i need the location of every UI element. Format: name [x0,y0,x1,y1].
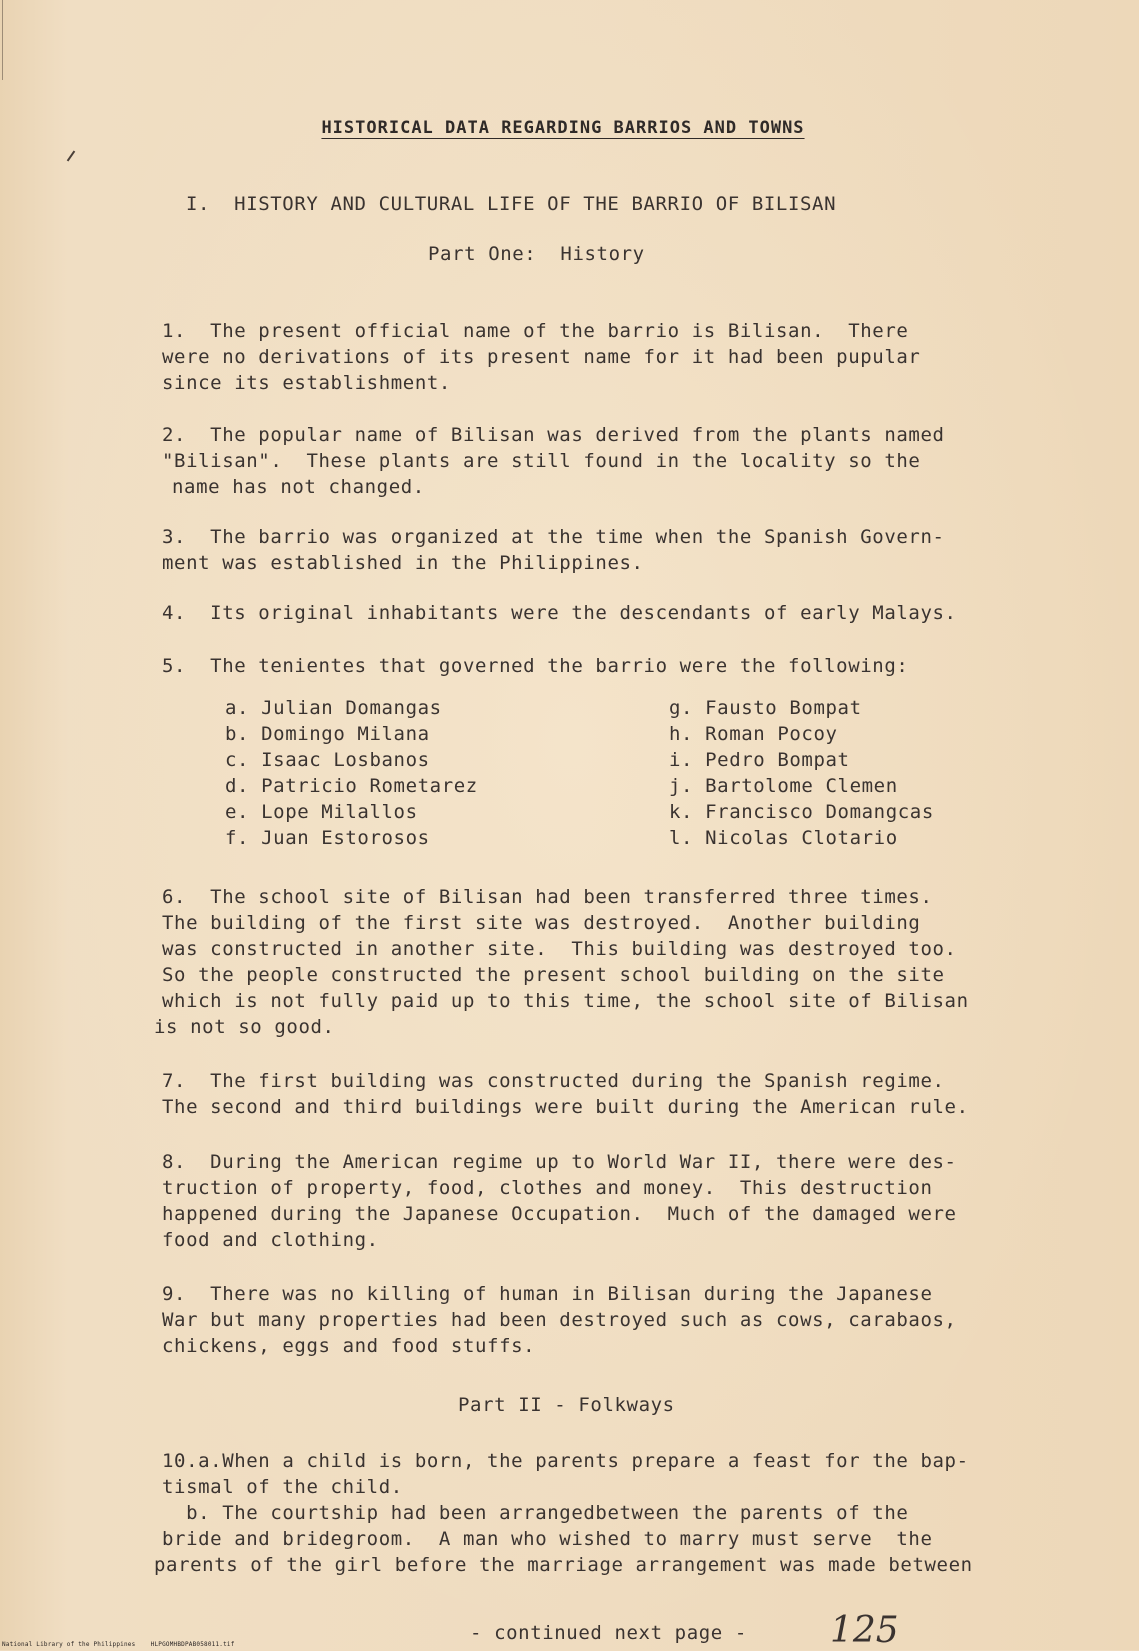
handwritten-page-number: 125 [830,1610,899,1651]
item-6-line-3: was constructed in another site. This building was destroyed too. [162,938,957,960]
teniente-a: a. Julian Domangas [225,697,442,719]
part-one-heading: Part One: History [428,243,645,265]
teniente-k: k. Francisco Domangcas [669,801,934,823]
tenientes-left-column [225,695,478,851]
margin-mark [2,0,3,80]
teniente-b: b. Domingo Milana [225,723,430,745]
document-title: HISTORICAL DATA REGARDING BARRIOS AND TOWNS [321,118,805,138]
teniente-c: c. Isaac Losbanos [225,749,430,771]
item-8-line-3: happened during the Japanese Occupation. Much of the damaged were [162,1203,957,1225]
item-10-line-2: tismal of the child. [162,1476,403,1498]
item-1-line-1: 1. The present official name of the barrio is Bilisan. There [162,320,909,342]
item-10-line-4: bride and bridegroom. A man who wished to marry must serve the [162,1528,933,1550]
item-3-line-2: ment was established in the Philippines. [162,552,644,574]
item-9-line-1: 9. There was no killing of human in Bilisan during the Japanese [162,1283,933,1305]
continued-footer: - continued next page - [470,1622,747,1644]
item-6-line-1: 6. The school site of Bilisan had been transferred three times. [162,886,933,908]
teniente-h: h. Roman Pocoy [669,723,838,745]
item-8-line-2: truction of property, food, clothes and money. This destruction [162,1177,933,1199]
teniente-l: l. Nicolas Clotario [669,827,898,849]
part-two-heading: Part II - Folkways [458,1394,675,1416]
item-6-line-2: The building of the first site was destroyed. Another building [162,912,921,934]
item-2-line-1: 2. The popular name of Bilisan was derived from the plants named [162,424,945,446]
section-heading: I. HISTORY AND CULTURAL LIFE OF THE BARRIO OF BILISAN [186,193,837,215]
item-5-intro: 5. The tenientes that governed the barrio were the following: [162,655,909,677]
teniente-g: g. Fausto Bompat [669,697,862,719]
item-9-line-2: War but many properties had been destroyed such as cows, carabaos, [162,1309,957,1331]
teniente-d: d. Patricio Rometarez [225,775,478,797]
item-8-line-4: food and clothing. [162,1229,379,1251]
tenientes-right-column [669,695,934,851]
item-7-line-2: The second and third buildings were built during the American rule. [162,1096,969,1118]
item-3-line-1: 3. The barrio was organized at the time when the Spanish Govern- [162,526,945,548]
item-4-line-1: 4. Its original inhabitants were the descendants of early Malays. [162,602,957,624]
item-1-line-2: were no derivations of its present name for it had been pupular [162,346,921,368]
teniente-i: i. Pedro Bompat [669,749,850,771]
ink-mark [67,151,76,162]
item-6-line-4: So the people constructed the present school building on the site [162,964,945,986]
item-6-line-6: is not so good. [154,1016,335,1038]
item-7-line-1: 7. The first building was constructed during the Spanish regime. [162,1070,945,1092]
item-10-line-5: parents of the girl before the marriage arrangement was made between [154,1554,973,1576]
teniente-e: e. Lope Milallos [225,801,418,823]
item-2-line-3: name has not changed. [172,476,425,498]
item-10-line-3: b. The courtship had been arrangedbetween the parents of the [162,1502,909,1524]
item-10-line-1: 10.a.When a child is born, the parents prepare a feast for the bap- [162,1450,969,1472]
item-9-line-3: chickens, eggs and food stuffs. [162,1335,536,1357]
item-8-line-1: 8. During the American regime up to World War II, there were des- [162,1151,957,1173]
teniente-f: f. Juan Estorosos [225,827,430,849]
archive-source-note: National Library of the Philippines HLPGOMHBDPAB058011.tif [2,1641,235,1648]
item-1-line-3: since its establishment. [162,372,451,394]
teniente-j: j. Bartolome Clemen [669,775,898,797]
item-6-line-5: which is not fully paid up to this time, the school site of Bilisan [162,990,969,1012]
item-2-line-2: "Bilisan". These plants are still found in the locality so the [162,450,921,472]
